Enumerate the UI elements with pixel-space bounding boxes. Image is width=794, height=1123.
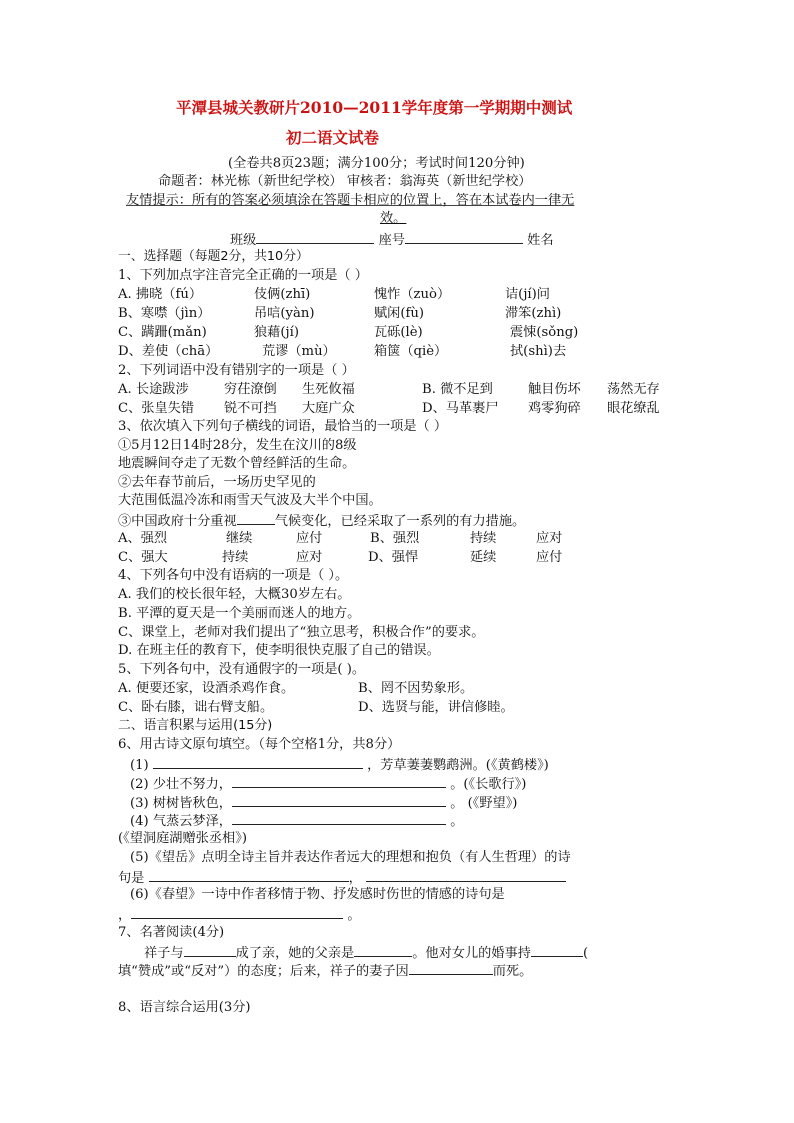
- student-info-row: [230, 230, 554, 250]
- exam-subtitle: 初二语文试卷: [286, 128, 380, 147]
- q6-item-3-pre: (3) 树树皆秋色，: [130, 796, 232, 811]
- q3-a-5: 持续: [470, 531, 497, 546]
- q6-blank-2[interactable]: [232, 774, 446, 788]
- q6-item-6a: (6)《春望》一诗中作者移情于物、抒发感时伤世的情感的诗句是: [130, 887, 505, 902]
- q6-item-5-pre: 句是: [118, 871, 145, 886]
- q1-a-1: A. 拂晓（fú）: [118, 287, 203, 302]
- q3-c-2: 持续: [222, 550, 249, 565]
- hint-line-1: 友情提示：所有的答案必须填涂在答题卡相应的位置上，答在本试卷内一律无: [126, 193, 575, 208]
- q6-item-2: [130, 774, 526, 794]
- q6-blank-3[interactable]: [232, 793, 446, 807]
- q3-c-4: D、强悍: [368, 550, 419, 565]
- q1-a-4: 诘(jí)问: [505, 287, 550, 302]
- q5-option-c: C、卧右膝，诎右臂支船。: [118, 700, 274, 715]
- q6-item-5a: (5)《望岳》点明全诗主旨并表达作者远大的理想和抱负（有人生哲理）的诗: [130, 850, 571, 865]
- class-label: 班级: [230, 233, 257, 248]
- q3-a-1: A、强烈: [118, 531, 168, 546]
- q1-b-4: 滞笨(zhì): [505, 306, 562, 321]
- q1-d-1: D、差使（chā）: [118, 344, 219, 359]
- q2-stem: 2、下列词语中没有错别字的一项是（ ）: [118, 363, 355, 378]
- exam-meta: (全卷共8页23题；满分100分；考试时间120分钟): [228, 156, 525, 171]
- q3-a-4: B、强烈: [370, 531, 420, 546]
- q7-text-2: 成了亲，她的父亲是: [235, 946, 355, 961]
- q2-c-2: 锐不可挡: [224, 401, 277, 416]
- q3-stem: 3、依次填入下列句子横线的词语，最恰当的一项是（ ）: [118, 419, 448, 434]
- q8-stem: 8、语言综合运用(3分): [118, 1000, 251, 1015]
- q3-c-3: 应对: [296, 550, 323, 565]
- q2-a-6: 荡然无存: [607, 382, 660, 397]
- hint-line-2: 效。: [380, 211, 407, 226]
- q1-stem: 1、下列加点字注音完全正确的一项是（ ）: [118, 268, 368, 283]
- q2-a-1: A. 长途跋涉: [118, 382, 189, 397]
- q3-sentence-3: [118, 511, 525, 531]
- q3-a-3: 应付: [296, 531, 323, 546]
- q6-item-4-source: (《望洞庭湖赠张丞相》): [118, 831, 247, 846]
- q7-blank-2[interactable]: [354, 943, 412, 957]
- q5-option-a: A. 便要还家，设酒杀鸡作食。: [118, 681, 295, 696]
- exam-title: 平潭县城关教研片2010—2011学年度第一学期期中测试: [176, 98, 573, 117]
- q7-text-3: 。他对女儿的婚事持: [412, 946, 531, 961]
- q2-c-5: 鸡零狗碎: [528, 401, 581, 416]
- class-field[interactable]: [256, 230, 374, 244]
- q1-b-2: 吊唁(yàn): [254, 306, 315, 321]
- q2-a-3: 生死攸福: [302, 382, 355, 397]
- q7-blank-4[interactable]: [409, 961, 493, 975]
- q6-item-4-pre: (4) 气蒸云梦泽，: [130, 814, 232, 829]
- q4-option-a: A. 我们的校长很年轻，大概30岁左右。: [118, 587, 351, 602]
- q1-a-3: 愧怍（zuò）: [374, 287, 451, 302]
- q3-sentence-2a: ②去年春节前后，一场历史罕见的: [118, 475, 316, 490]
- q1-c-3: 瓦砾(lè): [374, 325, 423, 340]
- q5-option-d: D、选贤与能，讲信修睦。: [358, 700, 514, 715]
- q6-item-1-pre: (1): [130, 758, 149, 773]
- q6-item-4: [130, 811, 463, 831]
- q1-d-4: 拭(shì)去: [510, 344, 567, 359]
- q6-blank-4[interactable]: [232, 811, 446, 825]
- q2-c-6: 眼花缭乱: [607, 401, 660, 416]
- q3-sentence-3a: ③中国政府十分重视: [118, 514, 237, 529]
- q2-a-2: 穷茌潦倒: [224, 382, 277, 397]
- name-label: 姓名: [527, 233, 554, 248]
- q1-c-1: C、蹒跚(mǎn): [118, 325, 207, 340]
- q6-item-2-post: 。(《长歌行》): [450, 777, 527, 792]
- q1-d-2: 荒谬（mù）: [262, 344, 336, 359]
- q6-blank-5a[interactable]: [149, 868, 349, 882]
- q6-blank-6[interactable]: [131, 905, 343, 919]
- q6-stem: 6、用古诗文原句填空。（每个空格1分，共8分）: [118, 737, 401, 752]
- q6-item-1-post: ，芳草萋萋鹦鹉洲。(《黄鹤楼》): [367, 758, 549, 773]
- q7-line-1: [144, 943, 588, 963]
- q3-sentence-1b: 地震瞬间夺走了无数个曾经鲜活的生命。: [118, 456, 356, 471]
- q2-a-5: 触目伤坏: [528, 382, 581, 397]
- q7-stem: 7、名著阅读(4分): [118, 925, 225, 940]
- q6-item-3-post: 。 (《野望》): [450, 796, 518, 811]
- q7-text-5: 填“赞成”或“反对”）的态度；后来，祥子的妻子因: [118, 964, 409, 979]
- q6-item-3: [130, 793, 517, 813]
- q4-stem: 4、下列各句中没有语病的一项是（ ）。: [118, 568, 349, 583]
- q3-sentence-1a: ①5月12日14时28分，发生在汶川的8级: [118, 438, 357, 453]
- q7-text-6: 而死。: [492, 964, 533, 979]
- q7-line-2: [118, 961, 532, 981]
- q3-blank[interactable]: [237, 511, 275, 525]
- q6-item-1: [130, 755, 549, 775]
- q6-item-5b: 句是 ，: [118, 868, 566, 888]
- q2-a-4: B. 微不足到: [422, 382, 493, 397]
- section-1-heading: 一、选择题（每题2分，共10分）: [118, 249, 309, 264]
- q1-c-2: 狼藉(jí): [254, 325, 299, 340]
- section-2-heading: 二、语言积累与运用(15分): [118, 718, 273, 733]
- q3-sentence-2b: 大范围低温冷冻和雨雪天气波及大半个中国。: [118, 493, 382, 508]
- q3-a-6: 应对: [536, 531, 563, 546]
- q2-c-1: C、张皇失错: [118, 401, 195, 416]
- exam-authors: 命题者：林光栋（新世纪学校） 审核者：翁海英（新世纪学校）: [158, 174, 532, 189]
- q4-option-c: C、课堂上，老师对我们提出了“独立思考，积极合作”的要求。: [118, 625, 485, 640]
- q6-item-6b: ， 。: [118, 905, 361, 925]
- q5-option-b: B、罔不因势象形。: [358, 681, 474, 696]
- q3-c-1: C、强大: [118, 550, 168, 565]
- q5-stem: 5、下列各句中，没有通假字的一项是( )。: [118, 662, 366, 677]
- q6-item-6-post: 。: [347, 908, 361, 923]
- q4-option-b: B. 平潭的夏天是一个美丽而迷人的地方。: [118, 606, 361, 621]
- seat-field[interactable]: [405, 230, 523, 244]
- q1-a-2: 伎俩(zhī): [254, 287, 311, 302]
- q2-c-3: 大庭广众: [302, 401, 355, 416]
- q7-blank-1[interactable]: [184, 943, 236, 957]
- q1-b-3: 赋闲(fù): [374, 306, 425, 321]
- q1-c-4: 震悚(sǒng): [510, 325, 579, 340]
- q7-blank-3[interactable]: [531, 943, 583, 957]
- q2-c-4: D、马革裹尸: [422, 401, 499, 416]
- q7-text-1: 祥子与: [144, 946, 184, 961]
- q7-text-4: (: [582, 946, 589, 961]
- q4-option-d: D. 在班主任的教育下，使李明很快克服了自己的错误。: [118, 643, 440, 658]
- q3-c-5: 延续: [470, 550, 497, 565]
- q3-sentence-3b: 气候变化，已经采取了一系列的有力措施。: [274, 514, 526, 529]
- q3-a-2: 继续: [226, 531, 253, 546]
- q6-item-2-pre: (2) 少壮不努力，: [130, 777, 232, 792]
- q6-blank-1[interactable]: [153, 755, 363, 769]
- seat-label: 座号: [378, 233, 405, 248]
- q3-c-6: 应付: [536, 550, 563, 565]
- q6-item-4-post: 。: [450, 814, 464, 829]
- q1-d-3: 箱箧（qiè）: [374, 344, 448, 359]
- q1-b-1: B、寒噤（jìn）: [118, 306, 211, 321]
- q6-blank-5b[interactable]: [366, 868, 566, 882]
